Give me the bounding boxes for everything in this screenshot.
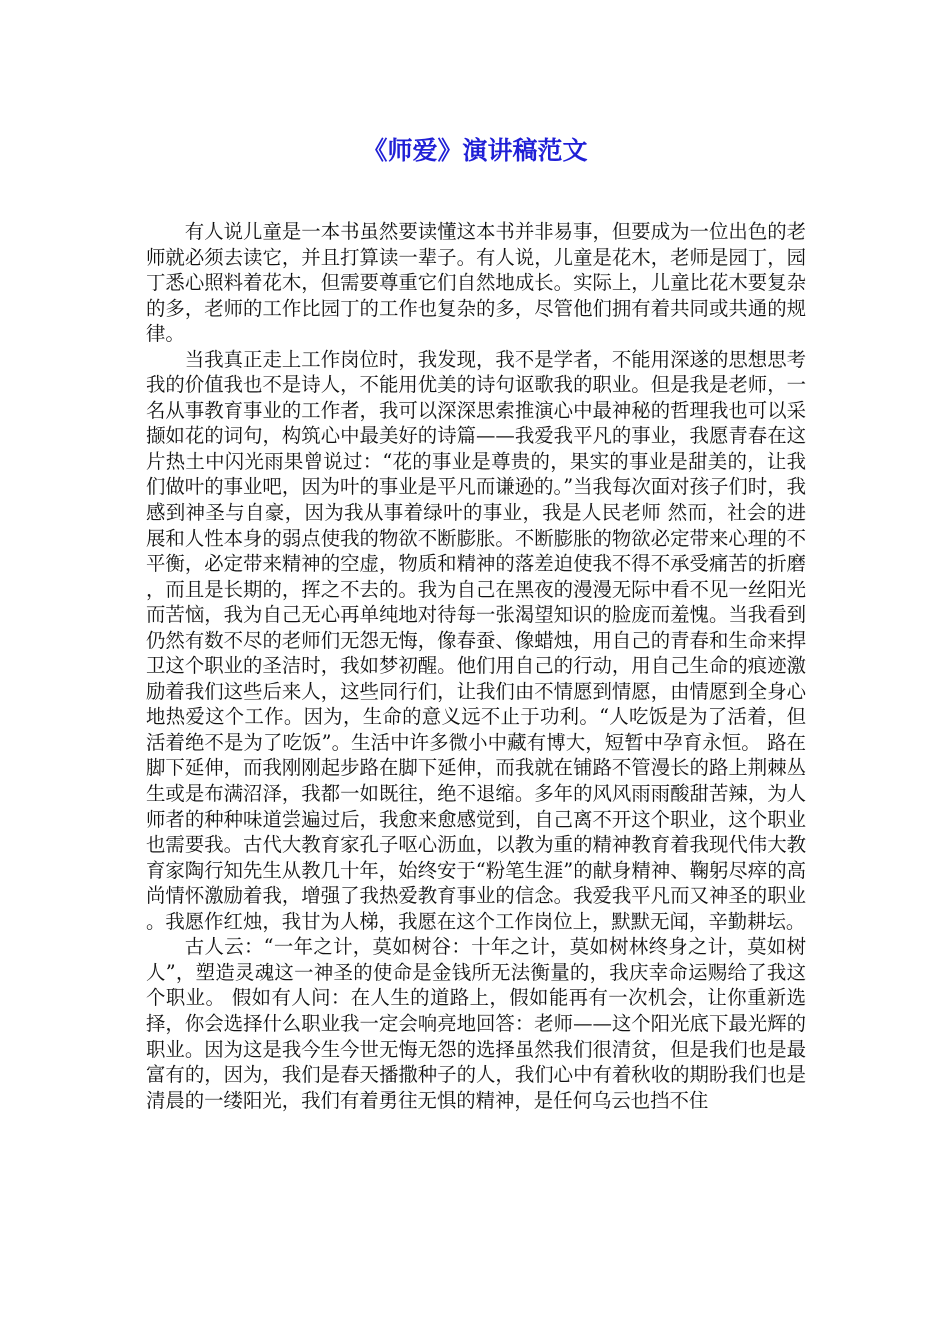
paragraph-1: 有人说儿童是一本书虽然要读懂这本书并非易事，但要成为一位出色的老师就必须去读它，并且打算读一辈子。有人说，儿童是花木，老师是园丁，园丁悉心照料着花木，但需要尊重它们自然地成长。实际上，儿童比花木要复杂的多，老师的工作比园丁的工作也复杂的多，尽管他们拥有着共同或共通的规律。 (146, 220, 806, 346)
document-body (146, 219, 806, 1113)
document-title: 《师爱》演讲稿范文 (362, 136, 588, 165)
paragraph-2: 当我真正走上工作岗位时，我发现，我不是学者，不能用深遂的思想思考我的价值我也不是诗人，不能用优美的诗句讴歌我的职业。但是我是老师，一名从事教育事业的工作者，我可以深深思索推演心中最神秘的哲理我也可以采撷如花的词句，构筑心中最美好的诗篇——我爱我平凡的事业，我愿青春在这片热土中闪光雨果曾说过：“花的事业是尊贵的，果实的事业是甜美的，让我们做叶的事业吧，因为叶的事业是平凡而谦逊的。”当我每次面对孩子们时，我感到神圣与自豪，因为我从事着绿叶的事业，我是人民老师 然而，社会的进展和人性本身的弱点使我的物欲不断膨胀。不断膨胀的物欲必定带来心理的不平衡，必定带来精神的空虚，物质和精神的落差迫使我不得不承受痛苦的折磨，而且是长期的，挥之不去的。我为自己在黑夜的漫漫无际中看不见一丝阳光而苦恼，我为自己无心再单纯地对待每一张渴望知识的脸庞而羞愧。当我看到仍然有数不尽的老师们无怨无悔，像春蚕、像蜡烛，用自己的青春和生命来捍卫这个职业的圣洁时，我如梦初醒。他们用自己的行动，用自己生命的痕迹激励着我们这些后来人，这些同行们，让我们由不情愿到情愿，由情愿到全身心地热爱这个工作。因为，生命的意义远不止于功利。“人吃饭是为了活着，但活着绝不是为了吃饭”。生活中许多微小中藏有博大，短暂中孕育永恒。 路在脚下延伸，而我刚刚起步路在脚下延伸，而我就在铺路不管漫长的路上荆棘丛生或是布满沼泽，我都一如既往，绝不退缩。多年的风风雨雨酸甜苦辣，为人师者的种种味道尝遍过后，我愈来愈感觉到，自己离不开这个职业，这个职业也需要我。古代大教育家孔子呕心沥血，以教为重的精神教育着我现代伟大教育家陶行知先生从教几十年，始终安于“粉笔生涯”的献身精神、鞠躬尽瘁的高尚情怀激励着我，增强了我热爱教育事业的信念。我爱我平凡而又神圣的职业。我愿作红烛，我甘为人梯，我愿在这个工作岗位上，默默无闻，辛勤耕坛。 (146, 347, 806, 933)
paragraph-3: 古人云：“一年之计，莫如树谷：十年之计，莫如树林终身之计，莫如树人”，塑造灵魂这一神圣的使命是金钱所无法衡量的，我庆幸命运赐给了我这个职业。 假如有人问：在人生的道路上，假如能再有一次机会，让你重新选择，你会选择什么职业我一定会响亮地回答：老师——这个阳光底下最光辉的职业。因为这是我今生今世无悔无怨的选择虽然我们很清贫，但是我们也是最富有的，因为，我们是春天播撒种子的人，我们心中有着秋收的期盼我们也是清晨的一缕阳光，我们有着勇往无惧的精神，是任何乌云也挡不住 (146, 935, 806, 1112)
